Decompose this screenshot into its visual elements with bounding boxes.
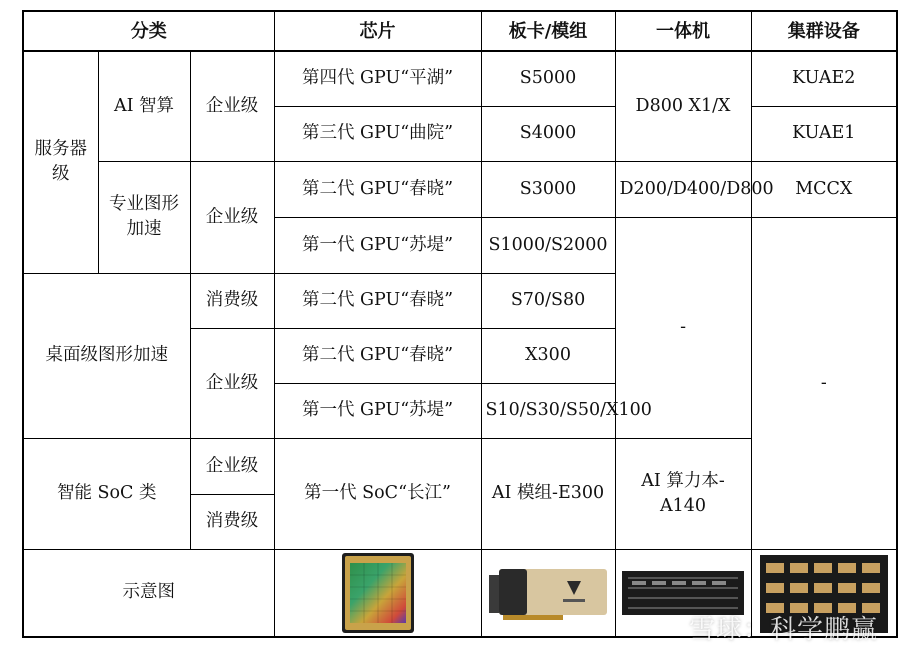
board-cell: S70/S80: [481, 273, 615, 328]
allinone-d200: D200/D400/D800: [615, 161, 751, 217]
header-chip: 芯片: [274, 11, 481, 51]
label-enterprise: 企业级: [190, 161, 274, 273]
gpu-card-image: [489, 565, 607, 621]
chip-cell: 第一代 SoC“长江”: [274, 438, 481, 549]
header-board: 板卡/模组: [481, 11, 615, 51]
label-ai-compute: AI 智算: [98, 51, 190, 161]
label-consumer: 消费级: [190, 494, 274, 549]
chip-cell: 第一代 GPU“苏堤”: [274, 383, 481, 438]
board-cell: S4000: [481, 106, 615, 161]
label-desktop-graphics: 桌面级图形加速: [23, 273, 190, 438]
cluster-kuae1: KUAE1: [751, 106, 897, 161]
allinone-ai-box: AI 算力本-A140: [615, 438, 751, 549]
cluster-dash: -: [751, 217, 897, 549]
cluster-image-cell: [751, 549, 897, 637]
label-enterprise: 企业级: [190, 438, 274, 494]
cluster-kuae2: KUAE2: [751, 51, 897, 106]
chip-cell: 第二代 GPU“春晓”: [274, 273, 481, 328]
chip-cell: 第二代 GPU“春晓”: [274, 161, 481, 217]
label-pro-graphics: 专业图形加速: [98, 161, 190, 273]
chip-cell: 第一代 GPU“苏堤”: [274, 217, 481, 273]
board-cell: S10/S30/S50/X100: [481, 383, 615, 438]
chip-image-cell: [274, 549, 481, 637]
label-smart-soc: 智能 SoC 类: [23, 438, 190, 549]
cluster-mccx: MCCX: [751, 161, 897, 217]
cluster-rack-image: [760, 553, 888, 633]
board-image-cell: [481, 549, 615, 637]
board-cell: X300: [481, 328, 615, 383]
board-cell: AI 模组-E300: [481, 438, 615, 549]
chip-cell: 第四代 GPU“平湖”: [274, 51, 481, 106]
header-allinone: 一体机: [615, 11, 751, 51]
allinone-dash: -: [615, 217, 751, 438]
board-cell: S5000: [481, 51, 615, 106]
server-chassis-image: [622, 567, 744, 619]
label-enterprise: 企业级: [190, 328, 274, 438]
allinone-d800: D800 X1/X: [615, 51, 751, 161]
chip-cell: 第三代 GPU“曲院”: [274, 106, 481, 161]
allinone-image-cell: [615, 549, 751, 637]
watermark-text: 雪球：科学鹏赢: [688, 615, 878, 645]
board-cell: S3000: [481, 161, 615, 217]
label-illustration: 示意图: [23, 549, 274, 637]
header-category: 分类: [23, 11, 274, 51]
header-cluster: 集群设备: [751, 11, 897, 51]
label-consumer: 消费级: [190, 273, 274, 328]
product-matrix-table: [22, 10, 898, 638]
label-enterprise: 企业级: [190, 51, 274, 161]
label-server: 服务器级: [23, 51, 98, 273]
board-cell: S1000/S2000: [481, 217, 615, 273]
chip-cell: 第二代 GPU“春晓”: [274, 328, 481, 383]
gpu-chip-image: [340, 551, 416, 635]
